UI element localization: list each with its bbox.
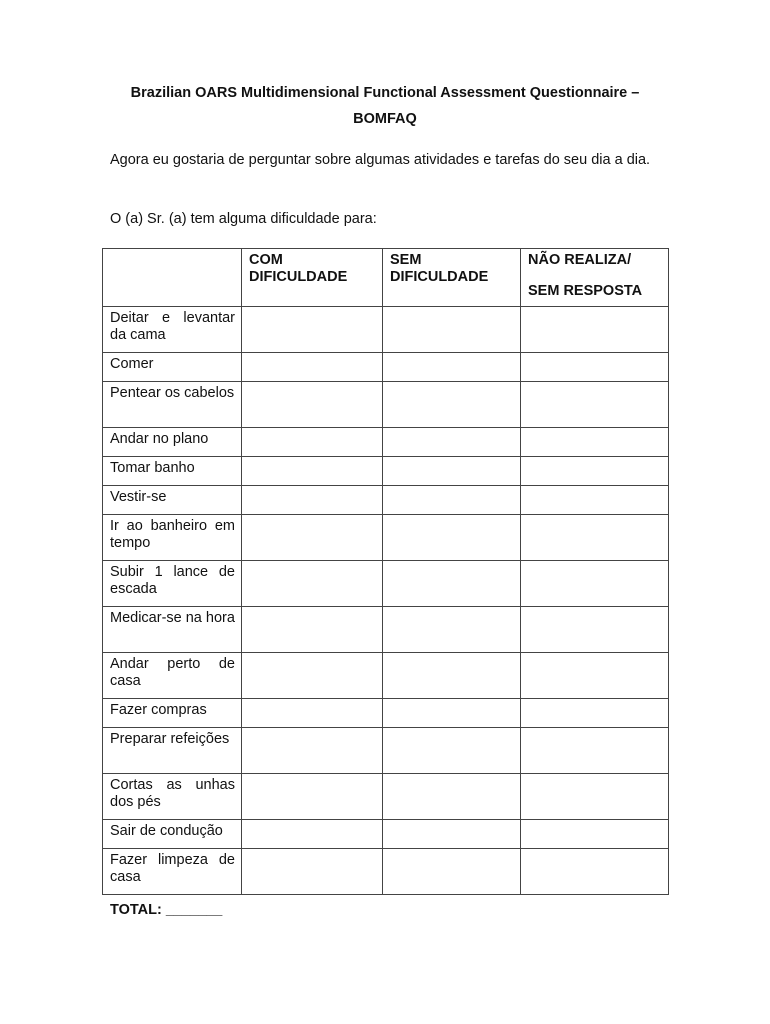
activity-label: Fazer limpeza de casa: [103, 849, 242, 895]
answer-cell-sem-dificuldade[interactable]: [383, 428, 521, 457]
answer-cell-nao-realiza[interactable]: [521, 820, 669, 849]
header-line: SEM: [390, 252, 422, 268]
answer-cell-com-dificuldade[interactable]: [242, 382, 383, 428]
answer-cell-com-dificuldade[interactable]: [242, 486, 383, 515]
table-row: [103, 774, 669, 820]
answer-cell-nao-realiza[interactable]: [521, 774, 669, 820]
answer-cell-com-dificuldade[interactable]: [242, 457, 383, 486]
answer-cell-sem-dificuldade[interactable]: [383, 774, 521, 820]
answer-cell-nao-realiza[interactable]: [521, 561, 669, 607]
activity-label: Preparar refeições: [103, 728, 242, 774]
intro-text: Agora eu gostaria de perguntar sobre algumas atividades e tarefas do seu dia a dia.: [110, 152, 651, 168]
header-line: NÃO REALIZA/: [528, 252, 632, 268]
activity-label: Pentear os cabelos: [103, 382, 242, 428]
answer-cell-sem-dificuldade[interactable]: [383, 607, 521, 653]
question-text: O (a) Sr. (a) tem alguma dificuldade para:: [110, 211, 377, 227]
answer-cell-sem-dificuldade[interactable]: [383, 699, 521, 728]
header-activity: [103, 249, 242, 307]
table-row: [103, 515, 669, 561]
activity-label: Andar perto de casa: [103, 653, 242, 699]
answer-cell-com-dificuldade[interactable]: [242, 728, 383, 774]
table-row: [103, 699, 669, 728]
activity-label: Subir 1 lance de escada: [103, 561, 242, 607]
table-row: [103, 307, 669, 353]
answer-cell-nao-realiza[interactable]: [521, 457, 669, 486]
answer-cell-com-dificuldade[interactable]: [242, 307, 383, 353]
table-header-row: [103, 249, 669, 307]
answer-cell-sem-dificuldade[interactable]: [383, 653, 521, 699]
header-com-dificuldade: [242, 249, 383, 307]
header-nao-realiza: [521, 249, 669, 307]
activity-label: Cortas as unhas dos pés: [103, 774, 242, 820]
activity-label: Comer: [103, 353, 242, 382]
answer-cell-com-dificuldade[interactable]: [242, 515, 383, 561]
answer-cell-sem-dificuldade[interactable]: [383, 307, 521, 353]
activity-label: Vestir-se: [103, 486, 242, 515]
table-row: [103, 428, 669, 457]
answer-cell-sem-dificuldade[interactable]: [383, 353, 521, 382]
table-row: [103, 353, 669, 382]
answer-cell-nao-realiza[interactable]: [521, 307, 669, 353]
answer-cell-com-dificuldade[interactable]: [242, 774, 383, 820]
answer-cell-nao-realiza[interactable]: [521, 382, 669, 428]
answer-cell-nao-realiza[interactable]: [521, 428, 669, 457]
activity-label: Tomar banho: [103, 457, 242, 486]
table-row: [103, 728, 669, 774]
table-row: [103, 653, 669, 699]
answer-cell-nao-realiza[interactable]: [521, 728, 669, 774]
header-line: DIFICULDADE: [390, 269, 489, 285]
activity-label: Andar no plano: [103, 428, 242, 457]
answer-cell-com-dificuldade[interactable]: [242, 849, 383, 895]
header-sem-dificuldade: [383, 249, 521, 307]
answer-cell-nao-realiza[interactable]: [521, 653, 669, 699]
answer-cell-sem-dificuldade[interactable]: [383, 382, 521, 428]
table-row: [103, 382, 669, 428]
activity-label: Sair de condução: [103, 820, 242, 849]
answer-cell-sem-dificuldade[interactable]: [383, 728, 521, 774]
table-row: [103, 849, 669, 895]
title-line-1: Brazilian OARS Multidimensional Functional Assessment Questionnaire –: [130, 85, 640, 101]
answer-cell-nao-realiza[interactable]: [521, 699, 669, 728]
total-field[interactable]: TOTAL: _______: [110, 902, 223, 918]
header-line: COM: [249, 252, 283, 268]
activity-label: Fazer compras: [103, 699, 242, 728]
answer-cell-sem-dificuldade[interactable]: [383, 515, 521, 561]
answer-cell-sem-dificuldade[interactable]: [383, 486, 521, 515]
answer-cell-com-dificuldade[interactable]: [242, 820, 383, 849]
answer-cell-com-dificuldade[interactable]: [242, 607, 383, 653]
answer-cell-sem-dificuldade[interactable]: [383, 561, 521, 607]
answer-cell-com-dificuldade[interactable]: [242, 699, 383, 728]
table-row: [103, 607, 669, 653]
document-title: [100, 80, 670, 132]
table-row: [103, 486, 669, 515]
table-row: [103, 820, 669, 849]
answer-cell-com-dificuldade[interactable]: [242, 653, 383, 699]
answer-cell-sem-dificuldade[interactable]: [383, 849, 521, 895]
title-line-2: BOMFAQ: [353, 111, 417, 127]
table-row: [103, 457, 669, 486]
answer-cell-com-dificuldade[interactable]: [242, 561, 383, 607]
answer-cell-com-dificuldade[interactable]: [242, 353, 383, 382]
activity-label: Deitar e levantar da cama: [103, 307, 242, 353]
answer-cell-nao-realiza[interactable]: [521, 607, 669, 653]
header-line: DIFICULDADE: [249, 269, 348, 285]
answer-cell-nao-realiza[interactable]: [521, 486, 669, 515]
activity-label: Medicar-se na hora: [103, 607, 242, 653]
answer-cell-nao-realiza[interactable]: [521, 353, 669, 382]
table-row: [103, 561, 669, 607]
header-line: SEM RESPOSTA: [528, 283, 643, 299]
answer-cell-com-dificuldade[interactable]: [242, 428, 383, 457]
answer-cell-sem-dificuldade[interactable]: [383, 820, 521, 849]
answer-cell-nao-realiza[interactable]: [521, 849, 669, 895]
answer-cell-sem-dificuldade[interactable]: [383, 457, 521, 486]
assessment-table: [102, 248, 669, 895]
activity-label: Ir ao banheiro em tempo: [103, 515, 242, 561]
answer-cell-nao-realiza[interactable]: [521, 515, 669, 561]
